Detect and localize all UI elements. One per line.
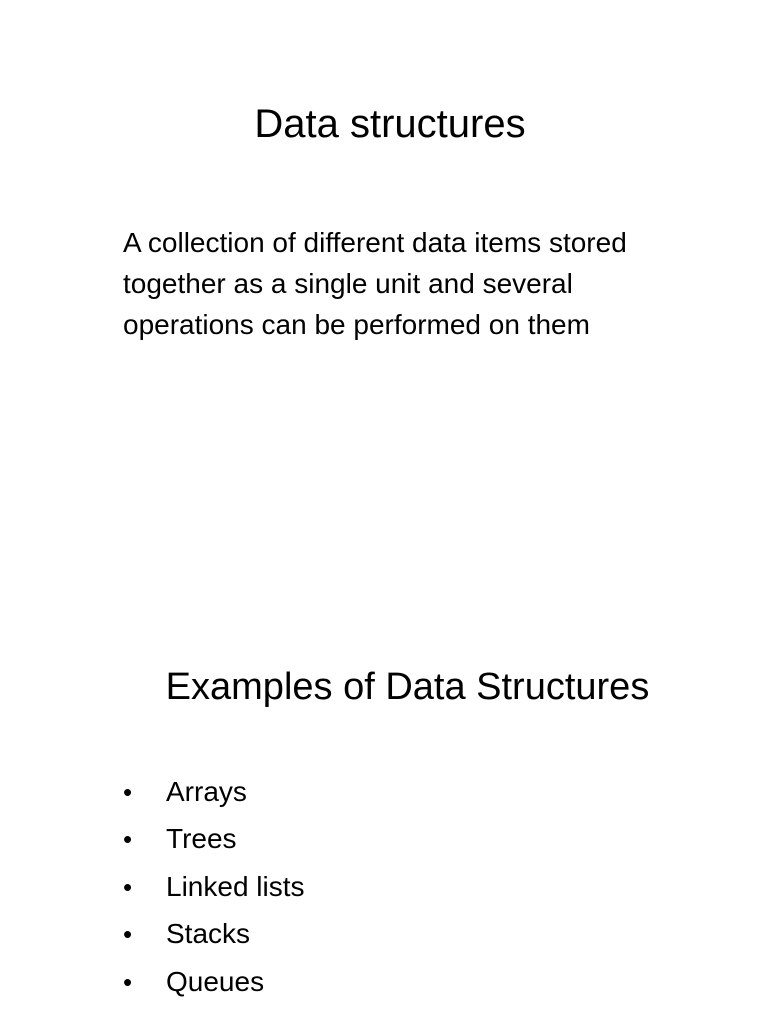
list-item bbox=[123, 958, 623, 1006]
list-item-label: Linked lists bbox=[166, 870, 305, 902]
bullet-icon: • bbox=[123, 871, 133, 902]
list-item-label: Arrays bbox=[166, 775, 247, 807]
slide-title: Data structures bbox=[254, 102, 526, 146]
list-item bbox=[123, 768, 623, 816]
slide-title: Examples of Data Structures bbox=[165, 666, 650, 708]
list-item bbox=[123, 816, 623, 864]
slide-examples bbox=[0, 512, 768, 1024]
list-item-label: Stacks bbox=[166, 918, 251, 950]
bullet-icon: • bbox=[123, 824, 133, 855]
bullet-icon: • bbox=[123, 919, 133, 950]
bullet-icon: • bbox=[123, 966, 133, 997]
list-item-label: Queues bbox=[166, 965, 265, 997]
definition-text: A collection of different data items stored together as a single unit and several operations can be performed on them bbox=[123, 227, 627, 340]
examples-list bbox=[123, 768, 623, 1006]
list-item bbox=[123, 911, 623, 959]
bullet-icon: • bbox=[123, 776, 133, 807]
list-item-label: Trees bbox=[166, 823, 237, 855]
list-item bbox=[123, 863, 623, 911]
